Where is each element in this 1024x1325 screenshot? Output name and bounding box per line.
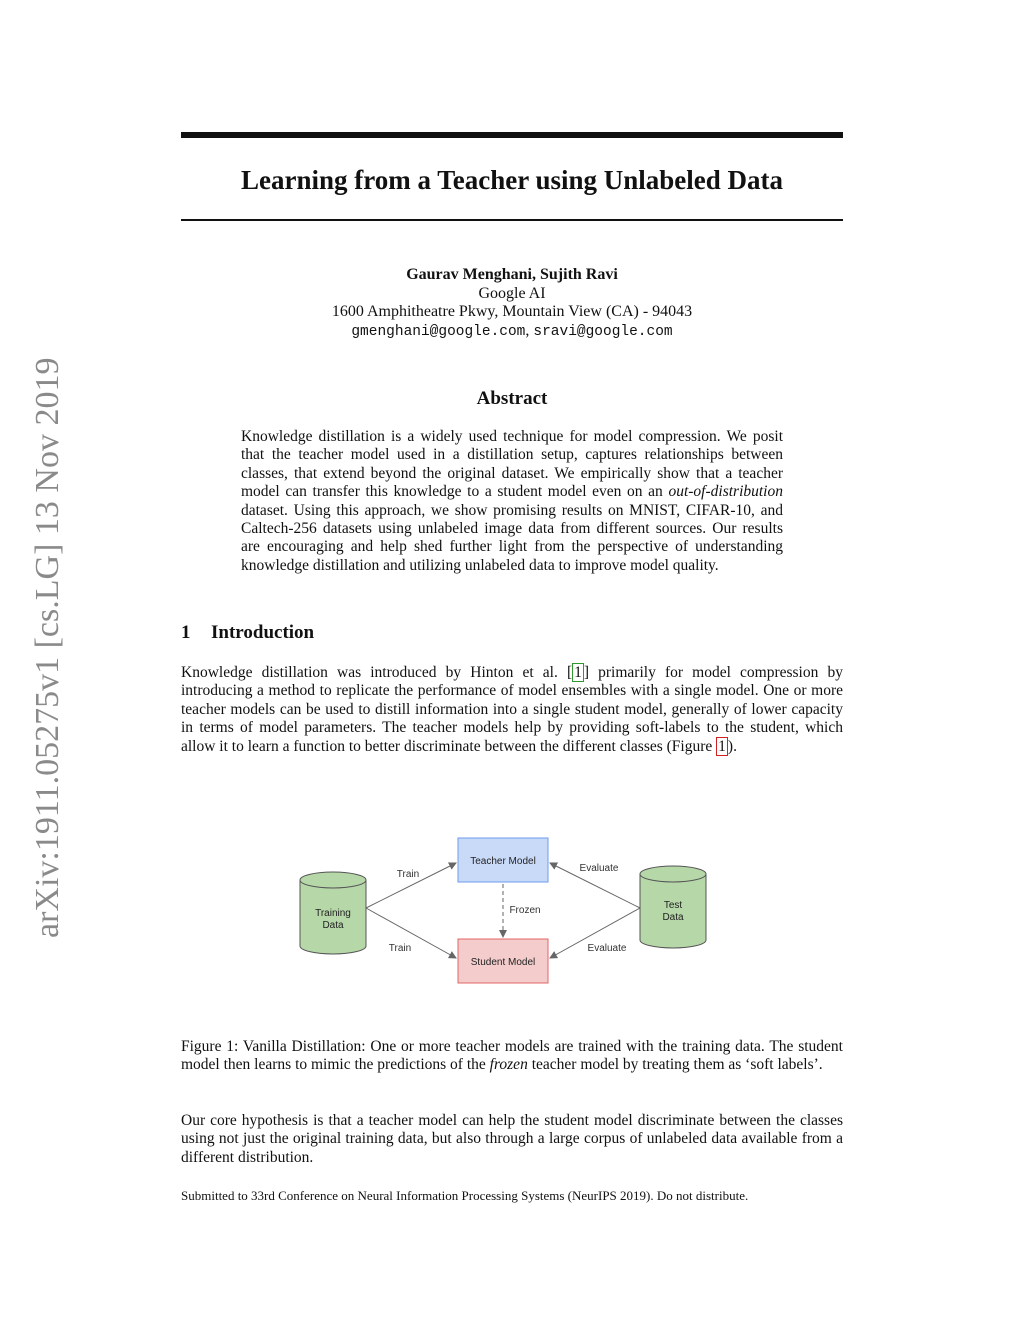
paper-title: Learning from a Teacher using Unlabeled Data xyxy=(240,165,784,195)
affiliation: Google AI xyxy=(478,284,546,302)
title-rule-bottom xyxy=(181,219,843,221)
title-rule-top xyxy=(181,132,843,138)
cylinder-body xyxy=(640,874,706,948)
test-data-label: Test xyxy=(663,900,683,911)
email-link[interactable]: sravi@google.com xyxy=(533,323,673,340)
distillation-diagram xyxy=(290,828,730,988)
training-data-label: Training xyxy=(315,908,351,919)
intro-paragraph xyxy=(181,664,843,756)
teacher-model-label: Teacher Model xyxy=(470,856,536,867)
hypothesis-paragraph: Our core hypothesis is that a teacher model can help the student model discriminate between the classes using not just the original training data, but also through a large corpus of unlabeled data available from a different distribution. xyxy=(181,1112,843,1166)
emails xyxy=(181,322,843,342)
section-number: 1 xyxy=(181,622,191,643)
email-separator: , xyxy=(525,321,534,339)
training-data-label: Data xyxy=(322,920,344,931)
evaluate-label-top: Evaluate xyxy=(579,863,619,874)
cylinder-top xyxy=(300,872,366,888)
figure-reference-link[interactable]: 1 xyxy=(718,737,726,755)
train-label-top: Train xyxy=(396,869,420,880)
paragraph-text: Knowledge distillation was introduced by Hinton et al. [ xyxy=(181,664,573,681)
abstract-emphasis: out-of-distribution xyxy=(668,483,783,501)
teacher-model-node xyxy=(458,838,548,882)
training-data-cylinder xyxy=(300,872,366,954)
abstract-text xyxy=(241,428,783,575)
caption-emphasis: frozen xyxy=(489,1056,528,1074)
test-data-cylinder xyxy=(640,866,706,948)
section-title: Introduction xyxy=(211,622,315,643)
frozen-label: Frozen xyxy=(509,905,541,916)
arxiv-watermark: arXiv:1911.05275v1 [cs.LG] 13 Nov 2019 xyxy=(29,357,66,938)
figure-caption xyxy=(181,1038,843,1075)
caption-text: teacher model by treating them as ‘soft labels’. xyxy=(527,1056,823,1074)
abstract-text-part: Knowledge distillation is a widely used technique for model compression. We posit that the teacher model used in a distillation setup, captures relationships between classes, that extend beyond the original dataset. We empirically show that a teacher model can transfer this knowledge to a student model even on an xyxy=(241,428,783,501)
citation-link[interactable]: 1 xyxy=(574,664,582,681)
caption-text: Figure 1: Vanilla Distillation: One or more teacher models are trained with the training data. The student model then learns to mimic the predictions of the xyxy=(181,1038,843,1074)
cylinder-top xyxy=(640,866,706,882)
author-names: Gaurav Menghani, Sujith Ravi xyxy=(406,266,618,283)
submission-footnote: Submitted to 33rd Conference on Neural Information Processing Systems (NeurIPS 2019). Do not distribute. xyxy=(181,1188,749,1203)
email-link[interactable]: gmenghani@google.com xyxy=(351,323,526,340)
train-label-bottom: Train xyxy=(388,943,412,954)
paragraph-text: ] primarily for model compression by introducing a method to replicate the performance of model ensembles with a single model. One or more teacher models can be used to distill information into a single student model, generally of lower capacity in terms of model parameters. The teacher models help by providing soft-labels to the student, which allow it to learn a function to better discriminate between the different classes (Figure xyxy=(181,664,843,755)
student-model-label: Student Model xyxy=(470,957,536,968)
evaluate-label-bottom: Evaluate xyxy=(587,943,627,954)
abstract-text-part: dataset. Using this approach, we show promising results on MNIST, CIFAR-10, and Caltech-256 datasets using unlabeled image data from different sources. Our results are encouraging and help shed further light from the perspective of understanding knowledge distillation and utilizing unlabeled data to improve model quality. xyxy=(241,501,783,574)
author-block xyxy=(181,266,843,341)
test-data-label: Data xyxy=(662,912,684,923)
paragraph-text: ). xyxy=(727,737,737,755)
address: 1600 Amphitheatre Pkwy, Mountain View (CA) - 94043 xyxy=(331,303,693,320)
section-heading xyxy=(181,622,314,644)
student-model-node xyxy=(458,939,548,983)
abstract-heading: Abstract xyxy=(476,388,548,409)
